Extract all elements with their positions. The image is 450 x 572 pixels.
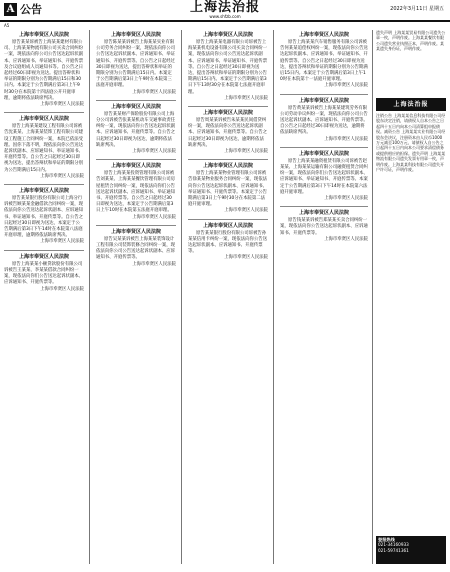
ads-top-text: 遗失声明 上海某某贸易有限公司遗失公章一枚，声明作废。上海某某餐饮有限公司遗失营业执照正本，声明作废。某某遗失身份证，声明作废。 (376, 30, 446, 52)
notice-column-1 (4, 30, 84, 564)
notice-signature: 上海市奉贤区人民法院 (40, 239, 84, 245)
column-rule (89, 30, 90, 564)
issue-date: 2022年3月11日 星期五 (390, 6, 444, 12)
notice-body: 原告上海某某小额贷款股份有限公司诉被告王某某、李某某借款合同纠纷一案，现依法向你们公告送达起诉状副本、应诉通知书、开庭传票等。 (4, 261, 84, 286)
notice-signature: 上海市奉贤区人民法院 (224, 208, 268, 214)
legal-notice (280, 32, 368, 90)
notice-title: 上海市奉贤区人民法院 (110, 228, 161, 235)
notice-title: 上海市奉贤区人民法院 (202, 110, 253, 117)
notice-body: 原告上海某某电器有限公司诉被告上海某某机电设备有限公司买卖合同纠纷一案，现依法向你公司公告送达起诉状副本、应诉通知书、举证通知书、开庭传票等。自公告之日起经过30日即视为送达，提出答辩状和举证的期限分别为公告期满后15日内。本案定于公告期满后第3日下午13时30分在本院第七法庭开庭审理。 (188, 40, 268, 95)
notice-title: 上海市奉贤区人民法院 (202, 163, 253, 170)
notice-column-4 (280, 30, 368, 564)
notice-body: 原告某某诉被告上海某某建材有限公司、上海某某物流有限公司买卖合同纠纷一案，现依法向你公司公告送达起诉状副本、应诉通知书、举证通知书、开庭传票及合议庭组成人员通知书等。自公告之日起经过60日即视为送达。提出答辩状和举证的期限分别为公告期满后15日和30日内。本案定于公告期满后第3日上午9时30分在本院第十四法庭公开开庭审理，逾期将依法缺席判决。 (4, 40, 84, 101)
notice-title: 上海市奉贤区人民法院 (18, 253, 69, 260)
notice-body: 原告上海某某融资租赁有限公司诉被告赵某某、上海某某运输有限公司融资租赁合同纠纷一案，现依法向你们公告送达起诉状副本、应诉通知书、举证通知书、开庭传票等。本案定于公告期满后第3日下午14时在本院第六法庭开庭审理。 (280, 158, 368, 195)
legal-notice (188, 32, 268, 102)
notice-title: 上海市奉贤区人民法院 (202, 32, 253, 38)
legal-notice (4, 254, 84, 293)
section-name: 公告 (20, 3, 42, 16)
paper-url: www.shfzb.com (209, 14, 241, 19)
notice-divider (188, 106, 268, 107)
notice-signature: 上海市奉贤区人民法院 (40, 173, 84, 179)
legal-notice (4, 188, 84, 246)
notice-title: 上海市奉贤区人民法院 (110, 103, 161, 110)
notice-title: 上海市奉贤区人民法院 (18, 188, 69, 195)
notice-title: 上海市奉贤区人民法院 (18, 116, 69, 123)
notice-signature: 上海市奉贤区人民法院 (324, 83, 368, 89)
notice-title: 上海市奉贤区人民法院 (110, 163, 161, 170)
notice-divider (280, 206, 368, 207)
legal-notice (96, 229, 176, 268)
legal-notice (188, 163, 268, 214)
masthead (0, 0, 450, 22)
notice-body: 原告周某某诉被告朱某某民间借贷纠纷一案，现依法向你公告送达起诉状副本、应诉通知书、开庭传票等。自公告之日起经过30日即视为送达，逾期将依法缺席判决。 (188, 118, 268, 148)
notice-divider (280, 94, 368, 95)
notice-title: 上海市奉贤区人民法院 (298, 32, 349, 38)
notice-body: 原告某某银行股份有限公司上海分行诉被告顾某某金融借款合同纠纷一案，现依法向你公告送达起诉状副本、应诉通知书、举证通知书、开庭传票等。自公告之日起经过30日即视为送达，本案定于公告期满后第3日下午14时在本院第八法庭开庭审理，逾期将依法缺席判决。 (4, 196, 84, 239)
notice-signature: 上海市奉贤区人民法院 (132, 149, 176, 155)
notice-body: 原告某某财产保险股份有限公司上海分公司诉被告张某某机动车交通事故责任纠纷一案，现依法向你公告送达起诉状副本、应诉通知书、开庭传票等。自公告之日起经过30日即视为送达，逾期将依法缺席判决。 (96, 111, 176, 148)
notice-title: 上海市奉贤区人民法院 (202, 222, 253, 229)
notice-signature: 上海市奉贤区人民法院 (224, 255, 268, 261)
section-logo-icon: A (4, 3, 17, 16)
legal-notice (188, 110, 268, 155)
ads-body-text: 注销公告 上海某某信息科技有限公司经股东决定注销，请债权人自本公告之日起四十五日内向本公司清算组申报债权。减资公告 上海某某实业有限公司经股东会决议，注册资本由人民币1000万元减至100万元，请债权人自公告之日起四十五日内向本公司要求清偿债务或提供相应的担保。遗失声明 上海某某物流有限公司遗失发票专用章一枚，声明作废。上海某某科技有限公司遗失开户许可证，声明作废。 (376, 113, 446, 173)
notice-title: 上海市奉贤区人民法院 (18, 32, 69, 38)
notice-divider (188, 159, 268, 160)
legal-notice (96, 163, 176, 221)
notice-signature: 上海市奉贤区人民法院 (324, 236, 368, 242)
notice-title: 上海市奉贤区人民法院 (298, 210, 349, 217)
notice-column-2 (96, 30, 176, 564)
notice-body: 原告上海某某汽车销售服务有限公司诉被告何某某追偿权纠纷一案，现依法向你公告送达起诉状副本、应诉通知书、举证通知书、开庭传票等。自公告之日起经过30日即视为送达，提出答辩状和举证的期限分别为公告期满后15日内。本案定于公告期满后第3日上午10时在本院第十一法庭开庭审理。 (280, 40, 368, 83)
legal-notice (96, 32, 176, 96)
legal-notice (280, 151, 368, 202)
legal-notice (280, 210, 368, 243)
notice-body: 原告上海某某投资管理有限公司诉被告刘某某、上海某某餐饮管理有限公司房屋租赁合同纠纷一案，现依法向你们公告送达起诉状副本、应诉通知书、举证通知书、开庭传票等。自公告之日起经过30日即视为送达，本案定于公告期满后第3日上午10时在本院第五法庭开庭审理。 (96, 171, 176, 214)
legal-notice (188, 223, 268, 262)
column-rule (273, 30, 274, 564)
notice-divider (188, 219, 268, 220)
column-rule (372, 30, 373, 564)
notice-divider (96, 225, 176, 226)
column-rule (181, 30, 182, 564)
paper-title: 上海法治报 (189, 0, 260, 15)
notice-title: 上海市奉贤区人民法院 (110, 32, 161, 38)
notice-signature: 上海市奉贤区人民法院 (132, 261, 176, 267)
notice-divider (4, 184, 84, 185)
notice-body: 原告陈某某诉被告上海某某实业有限公司劳务合同纠纷一案，现依法向你公司公告送达起诉状副本、应诉通知书、举证通知书、开庭传票等。自公告之日起经过30日即视为送达，提出答辩状和举证的期限分别为公告期满后15日内。本案定于公告期满后第3日上午9时在本院第三法庭开庭审理。 (96, 40, 176, 89)
legal-notice (4, 32, 84, 108)
legal-notice (96, 104, 176, 155)
notice-body: 原告吴某某诉被告上海某某装饰设计工程有限公司装饰装修合同纠纷一案，现依法向你公司公告送达起诉状副本、应诉通知书、开庭传票等。 (96, 236, 176, 261)
notice-signature: 上海市奉贤区人民法院 (224, 95, 268, 101)
notice-divider (4, 250, 84, 251)
notice-divider (96, 159, 176, 160)
notice-signature: 上海市奉贤区人民法院 (224, 149, 268, 155)
notice-divider (96, 100, 176, 101)
classified-ads-column (376, 30, 446, 568)
notice-body: 原告上海某某物业管理有限公司诉被告徐某某物业服务合同纠纷一案，现依法向你公告送达起诉状副本、应诉通知书、举证通知书、开庭传票等。本案定于公告期满后第3日上午9时30分在本院第二法庭开庭审理。 (188, 171, 268, 208)
notice-signature: 上海市奉贤区人民法院 (324, 136, 368, 142)
notice-title: 上海市奉贤区人民法院 (298, 97, 349, 104)
notice-body: 原告上海某某建设工程有限公司诉被告沈某某、上海某某装饰工程有限公司建设工程施工合同纠纷一案，本院已依法受理。因你下落不明，现依法向你公告送达起诉状副本、应诉通知书、举证通知书、开庭传票等。自公告之日起经过30日即视为送达，提出答辩状和举证的期限分别为公告期满后15日内。 (4, 124, 84, 173)
notice-divider (280, 147, 368, 148)
ads-hotline-number: 021-59741361 (378, 547, 409, 553)
legal-notice (280, 98, 368, 143)
ads-hotline-box (376, 536, 446, 564)
notice-signature: 上海市奉贤区人民法院 (40, 102, 84, 108)
notice-signature: 上海市奉贤区人民法院 (132, 89, 176, 95)
notice-column-3 (188, 30, 268, 564)
notice-body: 原告黄某某诉被告上海某某建筑劳务有限公司劳动争议纠纷一案，现依法向你公司公告送达起诉状副本、应诉通知书、开庭传票等。自公告之日起经过30日即视为送达，逾期将依法缺席判决。 (280, 105, 368, 136)
ads-hotline-number: 021-34160933 (378, 542, 409, 548)
notice-signature: 上海市奉贤区人民法院 (40, 286, 84, 292)
ads-hotline-title: 登报热线 (378, 537, 395, 542)
legal-notice (4, 116, 84, 180)
notice-divider (4, 112, 84, 113)
notice-body: 原告某某银行股份有限公司诉被告孙某某信用卡纠纷一案，现依法向你公告送达起诉状副本、应诉通知书、开庭传票等。 (188, 230, 268, 255)
notice-signature: 上海市奉贤区人民法院 (324, 196, 368, 202)
page-number: A5 (4, 23, 10, 28)
notice-signature: 上海市奉贤区人民法院 (132, 214, 176, 220)
notice-title: 上海市奉贤区人民法院 (298, 150, 349, 157)
ads-banner: 上海法治报 (376, 98, 446, 111)
notice-body: 原告钱某某诉被告郑某某买卖合同纠纷一案，现依法向你公告送达起诉状副本、应诉通知书、开庭传票等。 (280, 218, 368, 236)
